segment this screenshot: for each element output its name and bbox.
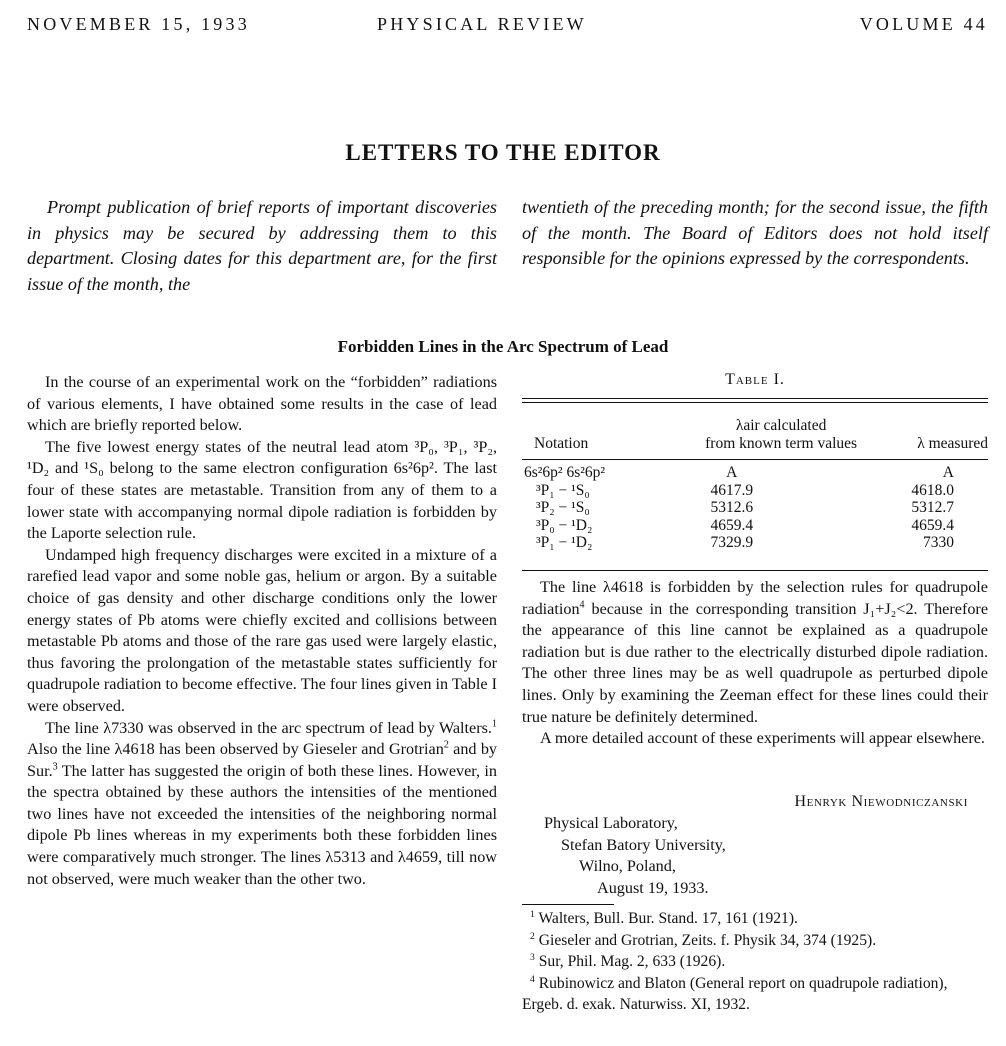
table-row: ³P₀ − ¹D₂ 4659.4 4659.4 — [536, 516, 954, 534]
table-body — [522, 460, 988, 552]
paragraph-2: The five lowest energy states of the neutral lead atom ³P₀, ³P₁, ³P₂, ¹D₂ and ¹S₀ belong to the same electron configuration 6s²6p². The last four of these states are metastable. Transition from any of them to a lower state with accompanying normal dipole radiation is forbidden by the Laporte selection rule. — [27, 437, 498, 543]
table-row: ³P₁ − ¹S₀ 4617.9 4618.0 — [536, 481, 954, 499]
issue-date: NOVEMBER 15, 1933 — [27, 14, 250, 34]
footnote-4: $^4$ Rubinowicz and Blaton (General report on quadrupole radiation), Ergeb. d. exak. Naturwiss. XI, 1932. — [522, 973, 948, 1013]
table-row-config: 6s²6p² 6s²6p² A A — [524, 464, 954, 481]
editorial-intro-right — [522, 195, 988, 272]
header-measured: λ measured — [917, 435, 988, 452]
footnotes — [522, 908, 988, 1016]
journal-name: PHYSICAL REVIEW — [377, 14, 587, 34]
author-address — [544, 813, 726, 899]
table-caption: Table I. — [725, 371, 785, 388]
energy-states: ³P₀, ³P₁, ³P₂, ¹D₂ and ¹S₀ — [27, 437, 498, 478]
paragraph-1: In the course of an experimental work on the “forbidden” radiations of various elements, I have obtained some results in the case of lead which are briefly reported below. — [27, 373, 497, 435]
editorial-intro-left — [27, 195, 497, 297]
address-line: Wilno, Poland, — [579, 857, 676, 876]
header-notation: Notation — [534, 435, 589, 452]
table-row: ³P₁ − ¹D₂ 7329.9 7330 — [536, 534, 954, 551]
article-title: Forbidden Lines in the Arc Spectrum of Lead — [337, 337, 669, 356]
data-table — [522, 398, 988, 571]
paragraph-4: The line λ7330 was observed in the arc spectrum of lead by Walters.$^1$ Also the line λ4618 has been observed by Gieseler and Grotrian$^2$ and by Sur.$^3$ The latter has suggested the origin of both these lines. However, in the spectra obtained by these authors the intensities of the mentioned two lines have not exceeded the intensities of the neighboring normal dipole Pb lines whereas in my experiments both these forbidden lines were comparatively much stronger. The lines λ5313 and λ4659, till now not observed, were much weaker than the other two. — [27, 718, 498, 888]
intro-text-right: twentieth of the preceding month; for the second issue, the fifth of the month. The Board of Editors does not hold itself responsible for the opinions expressed by the correspondents. — [522, 197, 988, 268]
table-row: ³P₂ − ¹S₀ 5312.6 5312.7 — [536, 499, 954, 516]
paragraph-3: Undamped high frequency discharges were excited in a mixture of a rarefied lead vapor and some noble gas, helium or argon. By a suitable choice of gas density and other discharge conditions only the lower energy states of Pb atoms were chiefly excited and collisions between metastable Pb atoms and those of the rare gas used were largely elastic, thus favoring the prolongation of the metastable states sufficiently for quadrupole radiation to become effective. The four lines given in Table I were observed. — [27, 545, 497, 715]
volume-number: VOLUME 44 — [859, 14, 988, 34]
footnote-ref-3[interactable]: 3 — [52, 761, 58, 773]
section-title: LETTERS TO THE EDITOR — [345, 140, 661, 165]
footnote-ref-4[interactable]: 4 — [579, 599, 585, 611]
table-header-row — [522, 403, 988, 455]
footnote-rule — [522, 904, 614, 905]
paragraph-6: A more detailed account of these experiments will appear elsewhere. — [540, 729, 985, 748]
address-line: Physical Laboratory, — [544, 814, 678, 832]
address-line: Stefan Batory University, — [561, 835, 726, 854]
table-top-rule — [522, 398, 988, 399]
footnote-2: $^2$ Gieseler and Grotrian, Zeits. f. Physik 34, 374 (1925). — [530, 930, 877, 949]
intro-text-left: Prompt publication of brief reports of important discoveries in physics may be secured by addressing them to this department. Closing dates for this department are, for the first issue of the month, the — [27, 197, 497, 294]
left-column — [27, 372, 497, 890]
footnote-1: $^1$ Walters, Bull. Bur. Stand. 17, 161 (1921). — [530, 908, 798, 927]
paragraph-5: The line λ4618 is forbidden by the selection rules for quadrupole radiation$^4$ because in the corresponding transition J₁+J₂<2. Therefore the appearance of this line cannot be explained as a quadrupole radiation but is due rather to the electrically disturbed dipole radiation. The other three lines may be as well quadrupole as perturbed dipole lines. Only by examining the Zeeman effect for these lines could their true nature be definitely determined. — [522, 578, 989, 726]
header-calculated: λair calculated from known term values — [705, 417, 858, 452]
footnote-ref-2[interactable]: 2 — [443, 739, 449, 751]
footnote-3: $^3$ Sur, Phil. Mag. 2, 633 (1926). — [530, 951, 726, 970]
right-column — [522, 577, 988, 750]
footnote-ref-1[interactable]: 1 — [491, 718, 497, 730]
running-header — [27, 14, 988, 40]
table-bottom-rule — [522, 570, 988, 571]
address-line: August 19, 1933. — [597, 878, 709, 897]
author-signature: Henryk Niewodniczanski — [794, 793, 968, 810]
